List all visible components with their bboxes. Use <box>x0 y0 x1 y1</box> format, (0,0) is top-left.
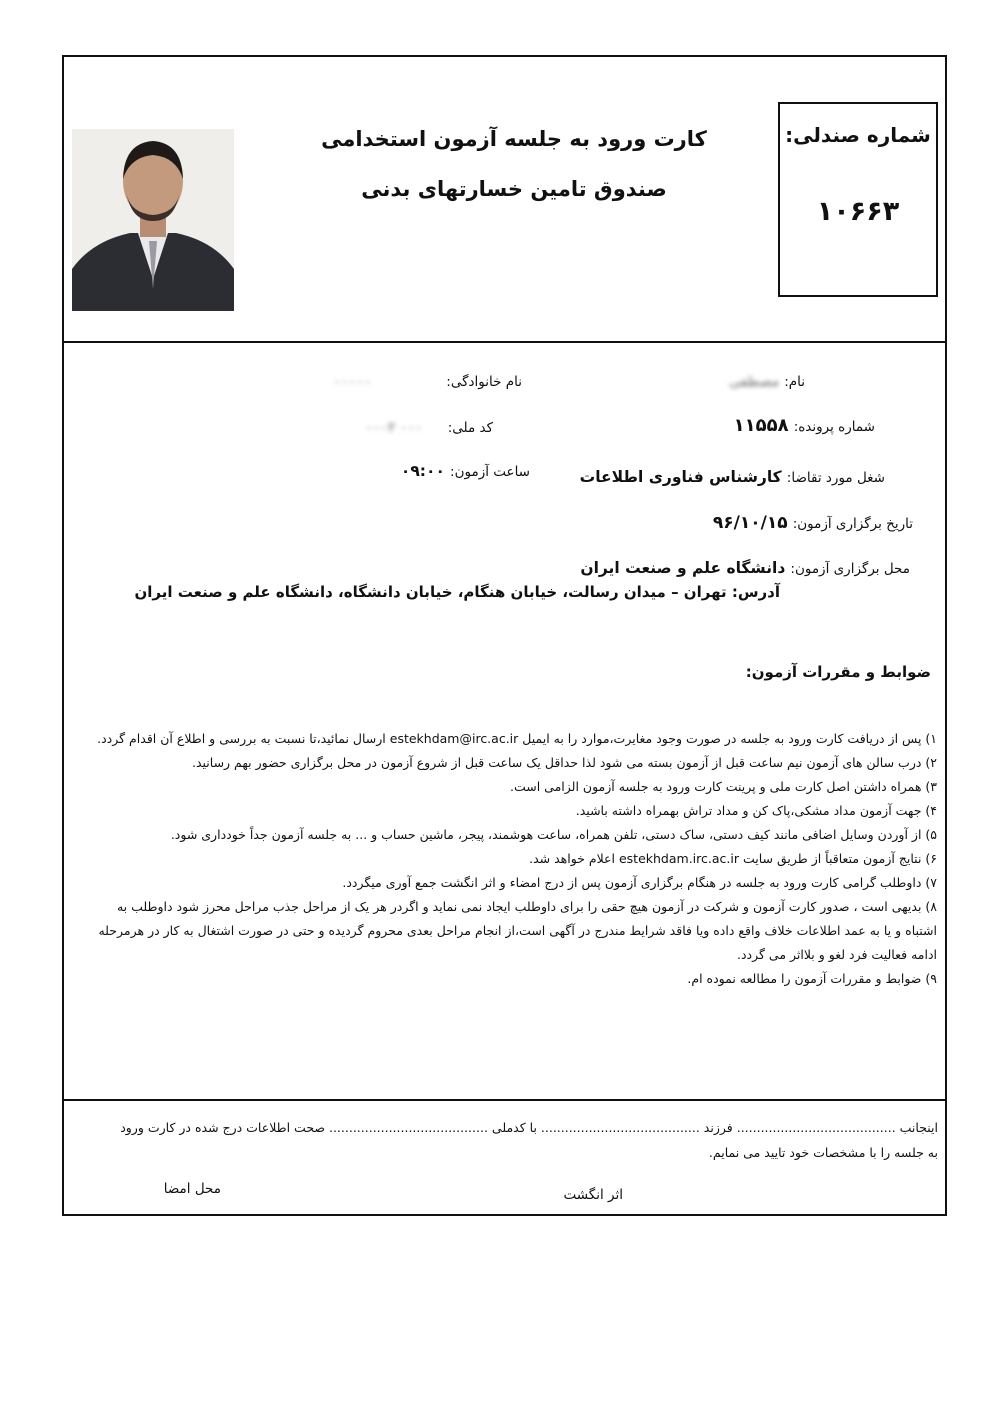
exam-address: آدرس: تهران – میدان رسالت، خیابان هنگام، خیابان دانشگاه، دانشگاه علم و صنعت ایران <box>134 583 780 601</box>
rule-item: ۹) ضوابط و مقررات آزمون را مطالعه نموده ام. <box>687 971 937 986</box>
seat-number-box <box>778 102 938 297</box>
seat-number-label: شماره صندلی: <box>785 123 931 147</box>
card-title: کارت ورود به جلسه آزمون استخدامی <box>321 127 707 151</box>
header-divider <box>64 341 945 343</box>
exam-venue-field <box>580 558 910 577</box>
exam-time-label: ساعت آزمون: <box>450 464 530 480</box>
rule-item: ۵) از آوردن وسایل اضافی مانند کیف دستی، ساک دستی، تلفن همراه، ساعت هوشمند، پیجر، ماشین حساب و ... به جلسه آزمون جداً خودداری شود. <box>170 827 937 842</box>
exam-time-value: ۰۹:۰۰ <box>400 462 445 480</box>
file-number-value: ۱۱۵۵۸ <box>733 415 789 436</box>
name-value: مصطفی <box>729 374 780 390</box>
exam-date-value: ۹۶/۱۰/۱۵ <box>712 513 788 533</box>
organization-name: صندوق تامین خسارتهای بدنی <box>361 177 667 201</box>
declaration-text: اینجانب ........................................ فرزند ........................................ با کدملی ........................................ صحت اطلاعات درج شده در کارت ورود به جلسه را با مشخصات خود تایید می نمایم. <box>120 1120 938 1160</box>
rule-item: ۷) داوطلب گرامی کارت ورود به جلسه در هنگام برگزاری آزمون پس از درج امضاء و اثر انگشت جمع آوری میگردد. <box>342 875 937 890</box>
job-field <box>580 467 885 486</box>
rule-item: ۳) همراه داشتن اصل کارت ملی و پرینت کارت ورود به جلسه آزمون الزامی است. <box>509 779 937 794</box>
person-photo-icon <box>72 129 234 311</box>
rule-item: ۶) نتایج آزمون متعاقباً از طریق سایت estekhdam.irc.ac.ir اعلام خواهد شد. <box>529 851 937 866</box>
rules-heading: ضوابط و مقررات آزمون: <box>745 663 931 681</box>
national-code-label: کد ملی: <box>447 420 493 436</box>
national-code-value: ۰۰۰ ۰۰۰۲ <box>365 420 423 436</box>
fingerprint-label: اثر انگشت <box>563 1187 623 1203</box>
exam-venue-value: دانشگاه علم و صنعت ایران <box>580 559 786 577</box>
signature-label: محل امضا <box>163 1181 221 1197</box>
job-value: کارشناس فناوری اطلاعات <box>579 468 782 486</box>
file-number-field <box>734 415 875 436</box>
exam-date-label: تاریخ برگزاری آزمون: <box>792 516 913 532</box>
rule-item: ۸) بدیهی است ، صدور کارت آزمون و شرکت در آزمون هیچ حقی را برای داوطلب ایجاد نمی نماید و اگردر هر یک از مراحل جذب مراحل محرز شود داوطلب به اشتباه و یا به عمد اطلاعات خلاف واقع داده ویا فاقد شرایط مندرج در آگهی است،از انجام مراحل بعدی محروم گردیده و حتی در صورت اشتغال به کار در هرمرحله ادامه فعالیت فرد لغو و بلااثر می گردد. <box>98 899 937 962</box>
national-code-field <box>366 417 494 436</box>
seat-number-value: ۱۰۶۶۳ <box>816 196 900 227</box>
exam-time-field <box>401 461 530 480</box>
rule-item: ۲) درب سالن های آزمون نیم ساعت قبل از آزمون بسته می شود لذا حداقل یک ساعت قبل از شروع آزمون در محل برگزاری حضور بهم رسانید. <box>191 755 937 770</box>
rule-item: ۱) پس از دریافت کارت ورود به جلسه در صورت وجود مغایرت،موارد را به ایمیل estekhdam@irc.ac.ir ارسال نمائید،تا نسبت به بررسی و اطلاع آن اقدام گردد. <box>97 731 937 746</box>
family-name-field <box>334 371 522 390</box>
rules-list <box>82 727 937 991</box>
job-label: شغل مورد تقاضا: <box>786 470 885 486</box>
exam-venue-label: محل برگزاری آزمون: <box>790 561 910 577</box>
family-name-value: ۰۰۰۰۰ <box>333 374 372 390</box>
file-number-label: شماره پرونده: <box>793 419 875 435</box>
exam-date-field <box>713 513 913 533</box>
rule-item: ۴) جهت آزمون مداد مشکی،پاک کن و مداد تراش بهمراه داشته باشید. <box>575 803 937 818</box>
applicant-photo <box>72 129 234 311</box>
footer-divider <box>64 1099 945 1101</box>
entry-card <box>62 55 947 1216</box>
family-name-label: نام خانوادگی: <box>446 374 522 390</box>
name-field <box>729 371 805 390</box>
name-label: نام: <box>784 374 805 390</box>
